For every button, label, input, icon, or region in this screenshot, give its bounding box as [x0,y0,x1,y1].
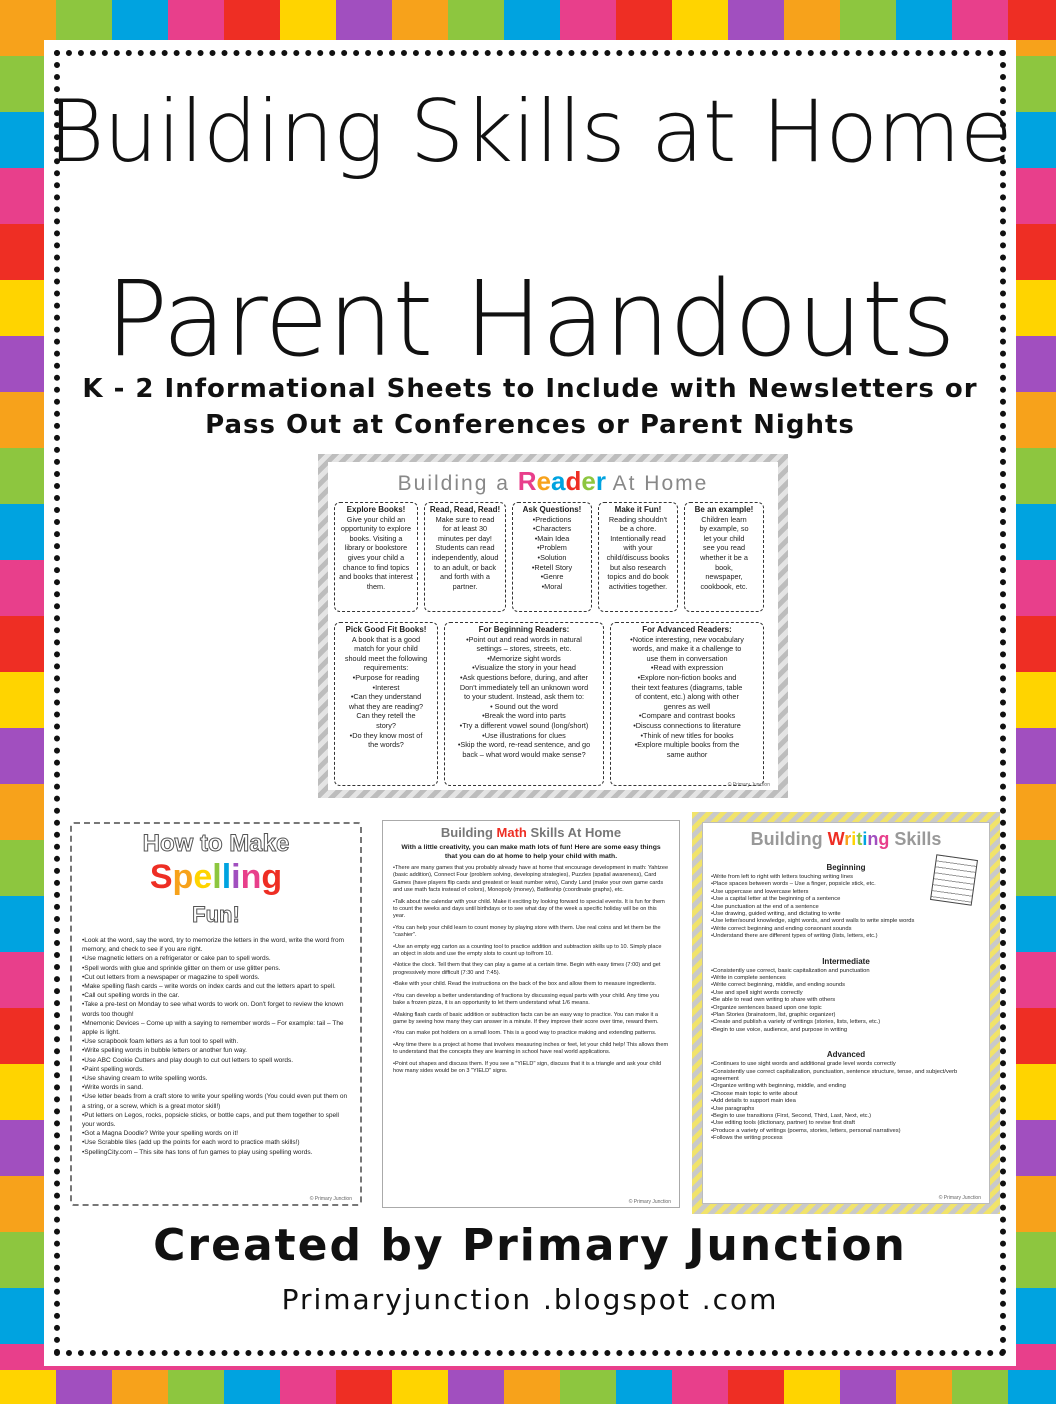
writing-section-list [711,968,981,1035]
math-sheet-title [383,825,679,840]
math-tip: •Point out shapes and discuss them. If you see a "YIELD" sign, discuss that it is a triangle and ask your child how many sides would be on 3 "YIELD" signs. [393,1060,662,1074]
reader-tip-line: the words? [368,740,404,750]
reader-tip-line: partner. [452,581,478,591]
writing-skill: •Use a capital letter at the beginning of a sentence [711,896,841,903]
reader-tip-line: •Visualize the story in your head [472,663,576,673]
spelling-title-letter: g [261,858,283,896]
reader-tip-line: be a chore. [619,524,657,534]
spelling-title-letter: S [149,858,173,896]
writing-credit: © Primary Junction [938,1195,981,1201]
writing-sheet-title [711,829,981,850]
reader-tip-line: •Moral [541,581,563,591]
reader-tip-line: Can they retell the [356,711,416,721]
spelling-tip: •Use scrapbook foam letters as a fun tool to spell with. [82,1038,239,1046]
spelling-tip: •Use magnetic letters on a refrigerator or cake pan to spell words. [82,955,271,963]
reader-tip-line: story? [376,720,396,730]
reader-tip-line: Intentionally read [610,533,666,543]
writing-skill: •Use editing tools (dictionary, partner) to revise first draft [711,1120,856,1127]
spelling-tip: •Call out spelling words in the car. [82,992,180,1000]
reader-tip-line: with your [623,543,653,553]
writing-title-letter: t [856,829,863,849]
reader-tip-line: Don't immediately tell an unknown word [459,682,589,692]
writing-title-letter: i [862,829,868,849]
reader-tip-line: •Try a different vowel sound (long/short) [459,720,589,730]
writing-skill: •Write from left to right with letters touching writing lines [711,874,854,880]
math-title-post: Skills At Home [530,825,622,840]
reader-title-word [518,466,606,496]
reader-tip-line: use them in conversation [646,653,728,663]
reader-tip-heading: Read, Read, Read! [429,505,501,514]
writing-section-heading: Beginning [826,863,866,872]
reader-tip-line: •Skip the word, re-read sentence, and go [457,740,591,750]
writing-skill: •Add details to support main idea [711,1098,796,1105]
reader-tip-line: book, [715,562,733,572]
reader-tip-line: match for your child [354,644,418,654]
reader-tip-line: but also research [610,562,666,572]
writing-skill: •Understand there are different types of writing (lists, letters, etc.) [711,933,878,940]
reader-tip-line: activities together. [608,581,668,591]
reader-tip-line: •Interest [372,682,400,692]
reader-tip-line: •Solution [537,552,567,562]
writing-skill: •Write correct beginning and ending consonant sounds [711,925,852,932]
writing-sheet-page [702,822,990,1204]
writing-skill: •Consistently use correct, basic capitalization and punctuation [711,967,870,974]
spelling-tip: •Use ABC Cookie Cutters and play dough to cut out letters to spell words. [82,1056,294,1064]
reader-tip-line: whether it be a [700,552,748,562]
writing-title-post: Skills [894,829,942,849]
writing-title-letter: r [844,829,852,849]
math-sheet-page [382,820,680,1208]
reader-tip-line: child/discuss books [606,552,670,562]
writing-section-list [711,1061,981,1142]
spelling-title-word [72,858,360,897]
writing-section-heading: Advanced [826,1050,866,1060]
spelling-title-letter: p [172,858,194,896]
spelling-title-letter: n [240,858,262,896]
writing-skill: •Organize sentences based upon one topic [711,1004,822,1011]
math-credit: © Primary Junction [628,1199,671,1205]
reader-tip-line: cookbook, etc. [700,581,748,591]
reader-tip-line: to an adult, or back [433,562,497,572]
reader-tip-line: •Think of new titles for books [640,730,734,740]
spelling-title-letter: l [212,858,222,896]
reader-tip-line: •Main Idea [534,533,570,543]
reader-tip-line: •Retell Story [531,562,573,572]
math-tip: •You can make pot holders on a small loom. This is a good way to practice making and extending patterns. [393,1030,657,1037]
reader-tip-line: genres as well [663,701,711,711]
spelling-tip: •Write words in sand. [82,1084,144,1092]
created-by-credit: Created by Primary Junction [153,1220,907,1271]
reader-tip-line: Students can read [435,543,495,553]
spelling-tip: •Put letters on Legos, rocks, popsicle sticks, or bottle caps, and put them together to spell your words. [82,1111,339,1129]
math-title-pre: Building [440,825,493,840]
spelling-title-line-3: Fun! [192,902,240,927]
reader-tip-line: topics and do book [607,572,669,582]
writing-skill: •Use drawing, guided writing, and dictating to write [711,911,841,918]
reader-tip-line: by example, so [699,524,749,534]
reader-tip-line: •Purpose for reading [352,672,420,682]
math-tip: •Any time there is a project at home that involves measuring inches or feet, let your child help! This allows them to understand that the concepts they are learning in school have real world applications. [393,1041,669,1056]
reader-tip-line: Reading shouldn't [608,514,668,524]
math-handout-thumbnail [378,816,684,1212]
reader-tip-heading: Ask Questions! [522,505,582,514]
reader-tip-line: for at least 30 [442,524,488,534]
writing-skill: •Plan Stories (brainstorm, list, graphic organizer) [711,1012,836,1019]
reader-tip-heading: Be an example! [694,505,754,514]
spelling-tip: •Got a Magna Doodle? Write your spelling words on it! [82,1130,239,1138]
spelling-tip: •Use Scrabble tiles (add up the points for each word to practice math skills!) [82,1139,300,1147]
writing-title-letter: g [878,829,890,849]
reader-tip-heading: For Beginning Readers: [478,625,570,634]
reader-tip-line: •Genre [540,572,564,582]
spelling-title-letter: e [193,858,213,896]
reader-tip-line: newspaper, [705,572,743,582]
reader-tip-heading: Explore Books! [346,505,406,514]
subtitle-line-1: K - 2 Informational Sheets to Include with Newsletters or [82,374,978,404]
reader-tip-heading: Make it Fun! [614,505,662,514]
writing-skill: •Begin to use transitions (First, Second, Third, Last, Next, etc.) [711,1113,872,1120]
reader-tip-line: requirements: [363,663,409,673]
reader-tip-line: what they are reading? [348,701,424,711]
math-tip: •You can develop a better understanding of fractions by discussing equal parts with your child. Any time you bake a frozen pizza, it is an opportunity to let them understand what 1/6 means. [393,992,660,1007]
reader-tip-line: Make sure to read [435,514,495,524]
handout-card [44,40,1016,1366]
reader-tip-line: same author [666,749,708,759]
reader-tip-line: •Compare and contrast books [638,711,736,721]
reader-tip-line: of content, etc.) along with other [635,692,739,702]
reader-tip-line: A book that is a good [351,634,421,644]
reader-tip-box [444,622,604,786]
reader-tip-line: chance to find topics [342,562,410,572]
reader-tip-line: •Notice interesting, new vocabulary [630,634,744,644]
reader-tip-line: •Ask questions before, during, and after [460,672,588,682]
reader-sheet-title [328,466,778,497]
writing-skill: •Be able to read own writing to share with others [711,997,836,1004]
reader-tip-line: •Break the word into parts [482,711,566,721]
reader-tip-line: gives your child a [347,552,405,562]
reader-sheet-page [328,462,778,790]
writing-title-letter: n [867,829,879,849]
writing-section-list [711,874,981,941]
reader-tip-line: library or bookstore [344,543,408,553]
spelling-handout-thumbnail [64,816,368,1212]
writing-skill: •Write in complete sentences [711,975,786,981]
spelling-tip: •Look at the word, say the word, try to memorize the letters in the word, write the word from memory, and check to see if you are right. [82,937,345,954]
reader-title-letter: R [517,466,537,496]
reader-tip-line: should meet the following [344,653,428,663]
reader-tip-line: minutes per day! [438,533,492,543]
reader-tip-line: words, and make it a challenge to [632,644,742,654]
writing-skill: •Organize writing with beginning, middle, and ending [711,1083,846,1090]
writing-title-pre: Building [750,829,823,849]
writing-skill: •Follows the writing process [711,1135,783,1142]
spelling-tip: •Make spelling flash cards – write words on index cards and cut the letters apart to spell. [82,983,336,991]
reader-tip-line: •Do they know most of [349,730,423,740]
spelling-tip: •Use shaving cream to write spelling words. [82,1075,208,1083]
reader-tip-line: and forth with a [440,572,490,582]
reader-title-letter: e [536,466,551,496]
title-line-2: Parent Handouts [105,258,955,380]
math-tip: •You can help your child learn to count money by playing store with them. Use real coins and let them be the "cashier". [393,924,661,939]
math-tip: •Making flash cards of basic addition or subtraction facts can be an easy way to practice. You can make it a game by seeing how many they can answer in a minute. If they improve their score over time, reward them. [393,1011,659,1025]
reader-tip-line: let your child [703,533,745,543]
reader-tip-line: •Explore multiple books from the [634,740,740,750]
reader-tip-box [334,622,438,786]
reader-handout-thumbnail [318,454,788,798]
spelling-tip: •SpellingCity.com – This site has tons of fun games to play using spelling words. [82,1148,313,1156]
reader-tip-line: back – what word would make sense? [462,749,586,759]
writing-skill: •Choose main topic to write about [711,1090,798,1097]
reader-tip-line: opportunity to explore [340,524,412,534]
reader-credit: © Primary Junction [727,782,770,788]
reader-tip-line: •Characters [532,524,572,534]
reader-tip-heading: For Advanced Readers: [642,625,732,634]
reader-tip-line: see you read [702,543,746,553]
writing-skill: •Create and publish a variety of writings (stories, lists, letters, etc.) [711,1019,881,1026]
reader-tip-line: •Memorize sight words [487,653,561,663]
reader-tip-line: settings – stores, streets, etc. [476,644,572,654]
reader-title-letter: e [581,466,596,496]
math-intro: With a little creativity, you can make math lots of fun! Here are some easy things that you can do at home to help your child with math. [401,844,661,860]
reader-tip-box [684,502,764,612]
reader-tip-line: books. Visiting a [349,533,403,543]
spelling-title-letter: l [221,858,232,896]
writing-skill: •Use uppercase and lowercase letters [711,888,809,895]
reader-title-letter: r [595,466,606,496]
reader-tip-line: •Read with expression [650,663,724,673]
writing-skill: •Produce a variety of writings (poems, stories, letters, personal narratives) [711,1127,901,1134]
reader-tip-box [334,502,418,612]
reader-tip-line: Children learn [701,514,747,524]
reader-tip-line: and books that interest [339,572,413,582]
writing-skill: •Use letter/sound knowledge, sight words, and word walls to write simple words [711,918,915,925]
spelling-tip: •Mnemonic Devices – Come up with a saying to remember words – For example: tail – The apple is light. [82,1019,344,1037]
title-line-1: Building Skills at Home [48,82,1012,182]
reader-tip-line: •Problem [537,543,567,553]
spelling-tips-list [82,936,350,1157]
writing-skill: •Use punctuation at the end of a sentence [711,903,819,910]
reader-title-pre: Building a [397,472,510,495]
writing-skill: •Begin to use voice, audience, and purpose in writing [711,1026,848,1033]
reader-tip-heading: Pick Good Fit Books! [345,625,427,634]
writing-skill: •Place spaces between words – Use a finger, popsicle stick, etc. [711,881,876,888]
writing-skill: •Consistently use correct capitalization, punctuation, sentence structure, tense, and subject/verb agreement [711,1068,958,1082]
math-tip: •There are many games that you probably already have at home that encourage development in math: Yahtzee (basic addition), Connect Four (problem solving, developing strategies), Puzzles (spatial awareness), Card Games (have players flip cards and greatest or least number wins), Candy Land (make your own game cards and use math facts instead of colors), Monopoly (money), Battleship (coordinate graphs), etc. [393,865,669,894]
reader-tip-box [512,502,592,612]
reader-tip-box [424,502,506,612]
blog-url[interactable]: Primaryjunction .blogspot .com [281,1283,779,1316]
writing-skill: •Use and spell sight words correctly [711,989,803,996]
writing-title-letter: i [851,829,857,849]
reader-tip-box [610,622,764,786]
spelling-title-line-1: How to Make [142,830,290,857]
reader-tip-line: •Explore non-fiction books and [637,672,737,682]
reader-tip-line: •Point out and read words in natural [466,634,582,644]
subtitle-line-2: Pass Out at Conferences or Parent Nights [205,410,855,440]
reader-tip-line: •Use illustrations for clues [482,730,566,740]
spelling-tip: •Paint spelling words. [82,1065,144,1073]
math-tip: •Bake with your child. Read the instructions on the back of the box and allow them to measure ingredients. [393,981,657,988]
reader-tip-line: •Predictions [532,514,572,524]
reader-title-post: At Home [612,472,709,495]
reader-tip-line: them. [366,581,386,591]
reader-tip-line: to your student. Instead, ask them to: [463,692,585,702]
spelling-tip: •Use letter beads from a craft store to write your spelling words (You could even put them on a string, or a screw, which is a great motor skill!) [82,1093,348,1110]
reader-title-letter: a [550,466,566,496]
reader-tip-line: •Discuss connections to literature [633,720,741,730]
math-tip: •Notice the clock. Tell them that they can play a game at a certain time. Begin with easy times (7:00) and get progressively more difficult (7:30 and 7:45). [393,962,661,976]
spelling-tip: •Take a pre-test on Monday to see what words to work on. Don't forget to review the known words too though! [82,1001,344,1018]
reader-tip-line: their text features (diagrams, table [631,682,743,692]
math-tip: •Talk about the calendar with your child. Make it exciting by looking forward to special events. It is fun for them to count the weeks and days until birthdays or to see what day of the week a specific holiday will be on this year. [393,898,665,920]
spelling-tip: •Write spelling words in bubble letters or another fun way. [82,1047,247,1055]
spelling-credit: © Primary Junction [309,1196,352,1202]
reader-tip-line: • Sound out the word [490,701,558,711]
spelling-title-letter: i [231,858,241,896]
reader-tip-line: •Can they understand [350,692,422,702]
reader-tip-line: Give your child an [346,514,406,524]
math-title-highlight: Math [496,825,527,840]
writing-section-heading: Intermediate [822,956,870,966]
spelling-tip: •Spell words with glue and sprinkle glitter on them or use glitter pens. [82,964,281,972]
reader-tip-box [598,502,678,612]
writing-skill: •Use paragraphs [711,1105,755,1112]
math-tips-list [393,865,669,1079]
spelling-tip: •Cut out letters from a newspaper or magazine to spell words. [82,973,260,981]
reader-tip-line: independently, aloud [431,552,499,562]
writing-skill: •Continues to use sight words and additional grade level words correctly [711,1061,896,1068]
writing-title-letter: W [827,829,845,849]
writing-title-highlight [828,829,890,849]
math-tip: •Use an empty egg carton as a counting tool to practice addition and subtraction skills up to 10. Simply place an object in slots and use the empty slots to count up to/from 10. [393,943,662,958]
spelling-sheet-page [70,822,362,1206]
writing-handout-thumbnail [692,812,1000,1214]
writing-skill: •Write correct beginning, middle, and ending sounds [711,982,846,989]
reader-title-letter: d [565,466,582,496]
